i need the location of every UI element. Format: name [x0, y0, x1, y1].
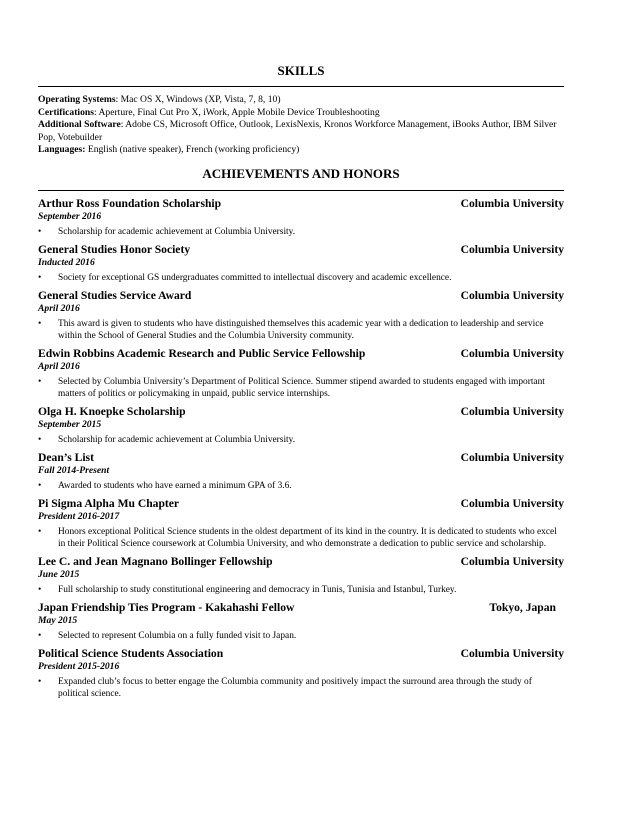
bullet-marker: • [38, 435, 42, 445]
skills-line-software [38, 119, 564, 144]
achievement-name: Pi Sigma Alpha Mu Chapter [38, 497, 180, 510]
achievement-name: Edwin Robbins Academic Research and Public Service Fellowship [38, 347, 366, 360]
achievement-entry [38, 451, 564, 492]
skills-heading: SKILLS [277, 63, 325, 78]
achievement-organization: Columbia University [460, 289, 564, 302]
bullet-marker: • [38, 377, 42, 387]
achievement-header [38, 197, 564, 211]
skills-section [38, 63, 564, 157]
achievement-date: Fall 2014-Present [38, 465, 110, 476]
achievement-header [38, 601, 564, 615]
achievement-description: This award is given to students who have distinguished themselves this academic year with a dedication to leadership and service within the School of General Studies and the Columbia University community. [58, 319, 544, 341]
achievement-description: Expanded club’s focus to better engage the Columbia community and positively impact the surround area through the study of political science. [58, 677, 532, 699]
achievement-header [38, 347, 564, 361]
skills-line-languages [38, 144, 564, 157]
achievement-name: General Studies Service Award [38, 289, 192, 302]
achievement-description: Scholarship for academic achievement at Columbia University. [58, 227, 296, 237]
achievement-entry [38, 197, 564, 238]
achievement-description: Awarded to students who have earned a minimum GPA of 3.6. [58, 481, 292, 491]
achievement-date: April 2016 [38, 361, 80, 372]
achievement-description: Full scholarship to study constitutional engineering and democracy in Tunis, Tunisia and Istanbul, Turkey. [58, 585, 457, 595]
bullet-marker: • [38, 481, 42, 491]
achievement-entry [38, 243, 564, 284]
achievement-bullet [38, 376, 564, 400]
skills-line-os [38, 94, 564, 107]
achievement-header [38, 647, 564, 661]
achievement-bullet [38, 676, 564, 700]
achievement-description: Honors exceptional Political Science students in the oldest department of its kind in the country. It is dedicated to students who excel in their Political Science coursework at Columbia University, and who demonstrate a dedication to public service and scholarship. [58, 527, 557, 549]
achievement-header [38, 451, 564, 465]
bullet-marker: • [38, 677, 42, 687]
bullet-marker: • [38, 227, 42, 237]
skills-label: Additional Software [38, 119, 121, 131]
achievement-organization: Columbia University [460, 647, 564, 660]
achievement-header [38, 555, 564, 569]
achievement-date: President 2016-2017 [38, 511, 120, 522]
achievement-organization: Columbia University [460, 451, 564, 464]
skills-value: English (native speaker), French (working proficiency) [85, 144, 300, 156]
achievement-entry [38, 497, 564, 550]
achievements-heading: ACHIEVEMENTS AND HONORS [202, 166, 400, 181]
achievement-date: September 2015 [38, 419, 102, 430]
achievement-organization: Tokyo, Japan [489, 601, 556, 614]
achievement-bullet [38, 480, 564, 492]
bullet-marker: • [38, 319, 42, 329]
achievement-organization: Columbia University [460, 497, 564, 510]
achievement-header [38, 405, 564, 419]
achievement-bullet [38, 318, 564, 342]
bullet-marker: • [38, 585, 42, 595]
achievement-name: Arthur Ross Foundation Scholarship [38, 197, 222, 210]
achievement-organization: Columbia University [460, 555, 564, 568]
achievement-bullet [38, 526, 564, 550]
achievement-entry [38, 647, 564, 700]
bullet-marker: • [38, 527, 42, 537]
achievement-date: May 2015 [38, 615, 78, 626]
achievement-date: Inducted 2016 [38, 257, 95, 268]
achievement-name: Japan Friendship Ties Program - Kakahashi Fellow [38, 601, 295, 614]
achievement-description: Selected to represent Columbia on a fully funded visit to Japan. [58, 631, 297, 641]
achievement-date: June 2015 [38, 569, 80, 580]
achievement-organization: Columbia University [460, 197, 564, 210]
achievement-organization: Columbia University [460, 347, 564, 360]
achievement-name: Political Science Students Association [38, 647, 224, 660]
skills-value: : Adobe CS, Microsoft Office, Outlook, LexisNexis, Kronos Workforce Management, iBooks Author, IBM Silver Pop, Votebuilder [38, 119, 557, 143]
achievement-bullet [38, 434, 564, 446]
achievements-list [38, 197, 564, 700]
achievement-description: Selected by Columbia University’s Department of Political Science. Summer stipend awarded to students engaged with important matters of politics or policymaking in unpaid, public service internships. [58, 377, 545, 399]
achievement-header [38, 497, 564, 511]
achievement-organization: Columbia University [460, 405, 564, 418]
achievement-description: Scholarship for academic achievement at Columbia University. [58, 435, 296, 445]
skills-label: Languages: [38, 144, 86, 156]
achievement-entry [38, 555, 564, 596]
achievement-entry [38, 601, 564, 642]
achievement-organization: Columbia University [460, 243, 564, 256]
achievement-date: September 2016 [38, 211, 102, 222]
skills-line-certs [38, 107, 564, 120]
achievement-entry [38, 347, 564, 400]
skills-value: : Aperture, Final Cut Pro X, iWork, Apple Mobile Device Troubleshooting [93, 106, 380, 118]
achievement-header [38, 243, 564, 257]
achievement-entry [38, 289, 564, 342]
skills-list [38, 94, 564, 157]
achievement-name: Olga H. Knoepke Scholarship [38, 405, 186, 418]
skills-label: Certifications [38, 106, 94, 118]
achievement-bullet [38, 272, 564, 284]
achievement-description: Society for exceptional GS undergraduates committed to intellectual discovery and academic excellence. [58, 273, 452, 283]
achievement-bullet [38, 226, 564, 238]
achievement-header [38, 289, 564, 303]
achievement-name: General Studies Honor Society [38, 243, 191, 256]
achievement-date: President 2015-2016 [38, 661, 120, 672]
bullet-marker: • [38, 631, 42, 641]
achievement-name: Dean’s List [38, 451, 94, 464]
skills-value: : Mac OS X, Windows (XP, Vista, 7, 8, 10) [115, 94, 281, 105]
achievements-section [38, 166, 564, 700]
bullet-marker: • [38, 273, 42, 283]
skills-divider [38, 86, 564, 87]
achievement-bullet [38, 584, 564, 596]
achievement-bullet [38, 630, 564, 642]
achievement-entry [38, 405, 564, 446]
achievements-divider [38, 190, 564, 191]
skills-label: Operating Systems [38, 94, 116, 105]
achievement-name: Lee C. and Jean Magnano Bollinger Fellowship [38, 555, 273, 568]
achievement-date: April 2016 [38, 303, 80, 314]
